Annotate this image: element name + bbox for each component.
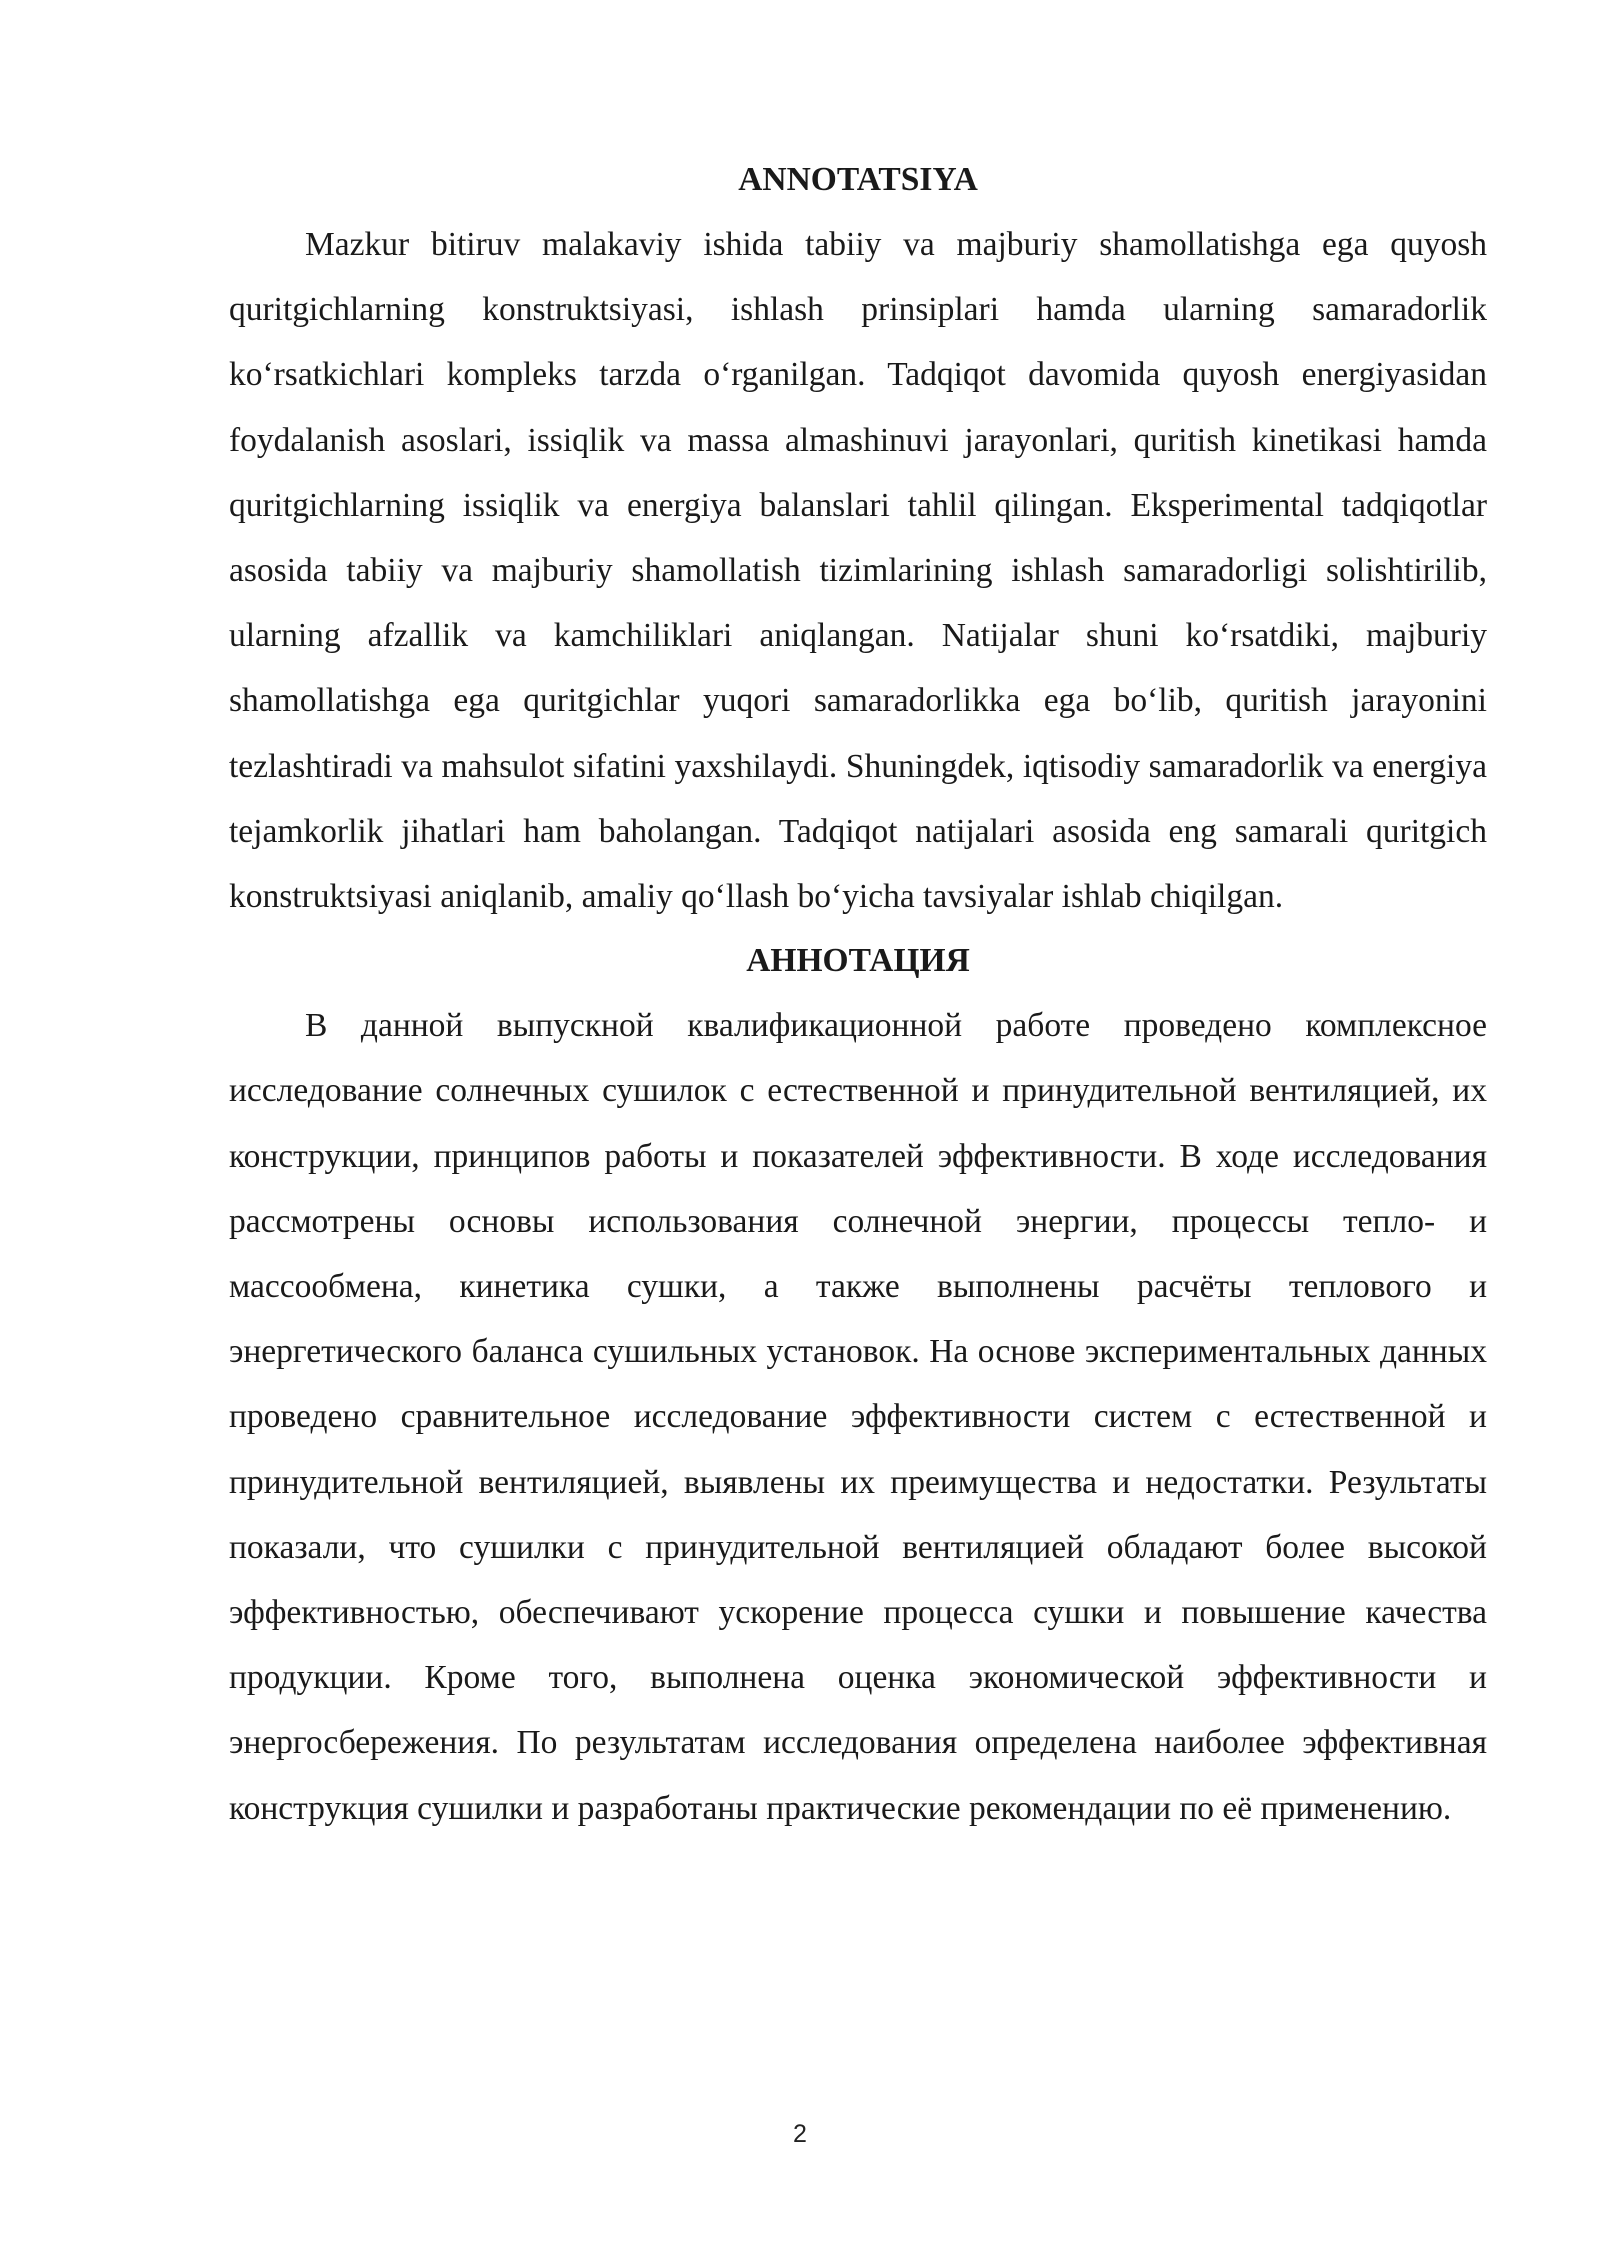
- page-number: 2: [793, 2120, 807, 2148]
- uzbek-annotation-text: Mazkur bitiruv malakaviy ishida tabiiy va majburiy shamollatishga ega quyosh quritgichlarning konstruktsiyasi, ishlash prinsiplari hamda ularning samaradorlik koʻrsatkichlari kompleks tarzda oʻrganilgan. Tadqiqot davomida quyosh energiyasidan foydalanish asoslari, issiqlik va massa almashinuvi jarayonlari, quritish kinetikasi hamda quritgichlarning issiqlik va energiya balanslari tahlil qilingan. Eksperimental tadqiqotlar asosida tabiiy va majburiy shamollatish tizimlarining ishlash samaradorligi solishtirilib, ularning afzallik va kamchiliklari aniqlangan. Natijalar shuni koʻrsatdiki, majburiy shamollatishga ega quritgichlar yuqori samaradorlikka ega boʻlib, quritish jarayonini tezlashtiradi va mahsulot sifatini yaxshilaydi. Shuningdek, iqtisodiy samaradorlik va energiya tejamkorlik jihatlari ham baholangan. Tadqiqot natijalari asosida eng samarali quritgich konstruktsiyasi aniqlanib, amaliy qoʻllash boʻyicha tavsiyalar ishlab chiqilgan.: [229, 226, 1487, 916]
- uzbek-annotation-heading: ANNOTATSIYA: [738, 161, 978, 198]
- page-content: [229, 148, 1487, 1841]
- russian-annotation-heading: АННОТАЦИЯ: [746, 942, 970, 980]
- russian-annotation-text: В данной выпускной квалификационной работе проведено комплексное исследование солнечных сушилок с естественной и принудительной вентиляцией, их конструкции, принципов работы и показателей эффективности. В ходе исследования рассмотрены основы использования солнечной энергии, процессы тепло- и массообмена, кинетика сушки, а также выполнены расчёты теплового и энергетического баланса сушильных установок. На основе экспериментальных данных проведено сравнительное исследование эффективности систем с естественной и принудительной вентиляцией, выявлены их преимущества и недостатки. Результаты показали, что сушилки с принудительной вентиляцией обладают более высокой эффективностью, обеспечивают ускорение процесса сушки и повышение качества продукции. Кроме того, выполнена оценка экономической эффективности и энергосбережения. По результатам исследования определена наиболее эффективная конструкция сушилки и разработаны практические рекомендации по её применению.: [229, 1007, 1487, 1827]
